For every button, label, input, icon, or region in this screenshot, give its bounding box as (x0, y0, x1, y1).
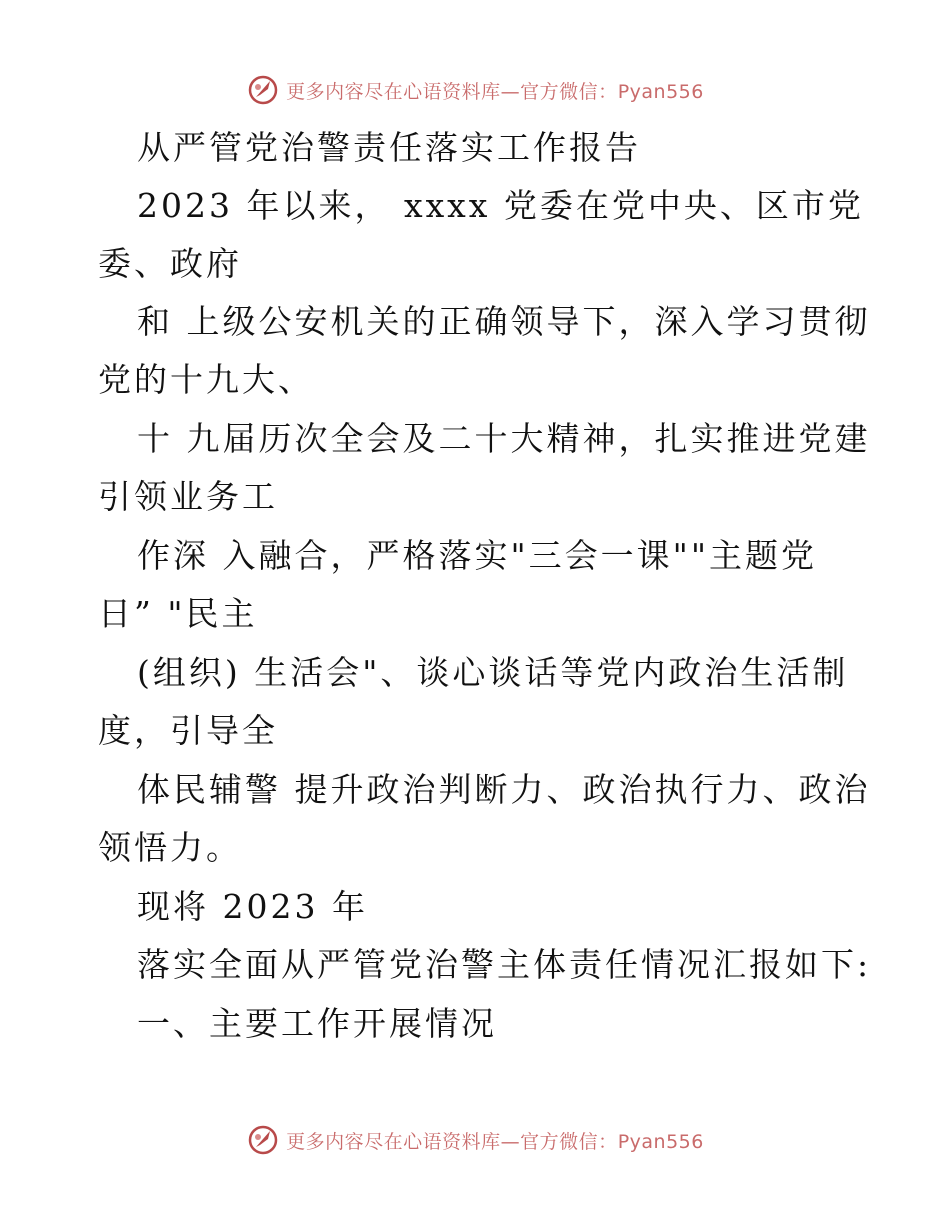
feather-circle-icon (246, 1123, 280, 1157)
paragraph-line: 十 九届历次全会及二十大精神，扎实推进党建 (137, 419, 871, 458)
paragraph-line: 现将 2023 年 (137, 887, 368, 926)
watermark-wechat-label: 官方微信： (520, 1130, 618, 1153)
header-watermark (0, 70, 950, 110)
feather-circle-icon (246, 73, 280, 107)
paragraph-line: 落实全面从严管党治警主体责任情况汇报如下: (137, 945, 872, 984)
watermark-wechat-label: 官方微信： (520, 80, 618, 103)
paragraph-line: 日” "民主 (98, 594, 258, 633)
watermark-text (286, 1127, 704, 1154)
paragraph-line: 党的十九大、 (98, 360, 314, 399)
document-title: 从严管党治警责任落实工作报告 (137, 128, 641, 167)
watermark-separator: — (500, 80, 521, 103)
paragraph-line: 度，引导全 (98, 711, 278, 750)
watermark-site: 更多内容尽在心语资料库 (286, 1130, 501, 1153)
watermark-text (286, 77, 704, 104)
paragraph-line: 和 上级公安机关的正确领导下，深入学习贯彻 (137, 302, 871, 341)
watermark-separator: — (500, 1130, 521, 1153)
paragraph-line: 领悟力。 (98, 828, 242, 867)
watermark-site: 更多内容尽在心语资料库 (286, 80, 501, 103)
section-heading: 一、主要工作开展情况 (137, 1004, 497, 1043)
paragraph-line: 2023 年以来， xxxx 党委在党中央、区市党 (137, 186, 864, 225)
paragraph-line: 体民辅警 提升政治判断力、政治执行力、政治 (137, 770, 871, 809)
footer-watermark (0, 1120, 950, 1160)
paragraph-line: 作深 入融合，严格落实"三会一课""主题党 (137, 536, 818, 575)
watermark-wechat-id: Pyan556 (617, 80, 704, 103)
paragraph-line: (组织) 生活会"、谈心谈话等党内政治生活制 (137, 653, 849, 692)
paragraph-line: 引领业务工 (98, 477, 278, 516)
paragraph-line: 委、政府 (98, 244, 242, 283)
watermark-wechat-id: Pyan556 (617, 1130, 704, 1153)
